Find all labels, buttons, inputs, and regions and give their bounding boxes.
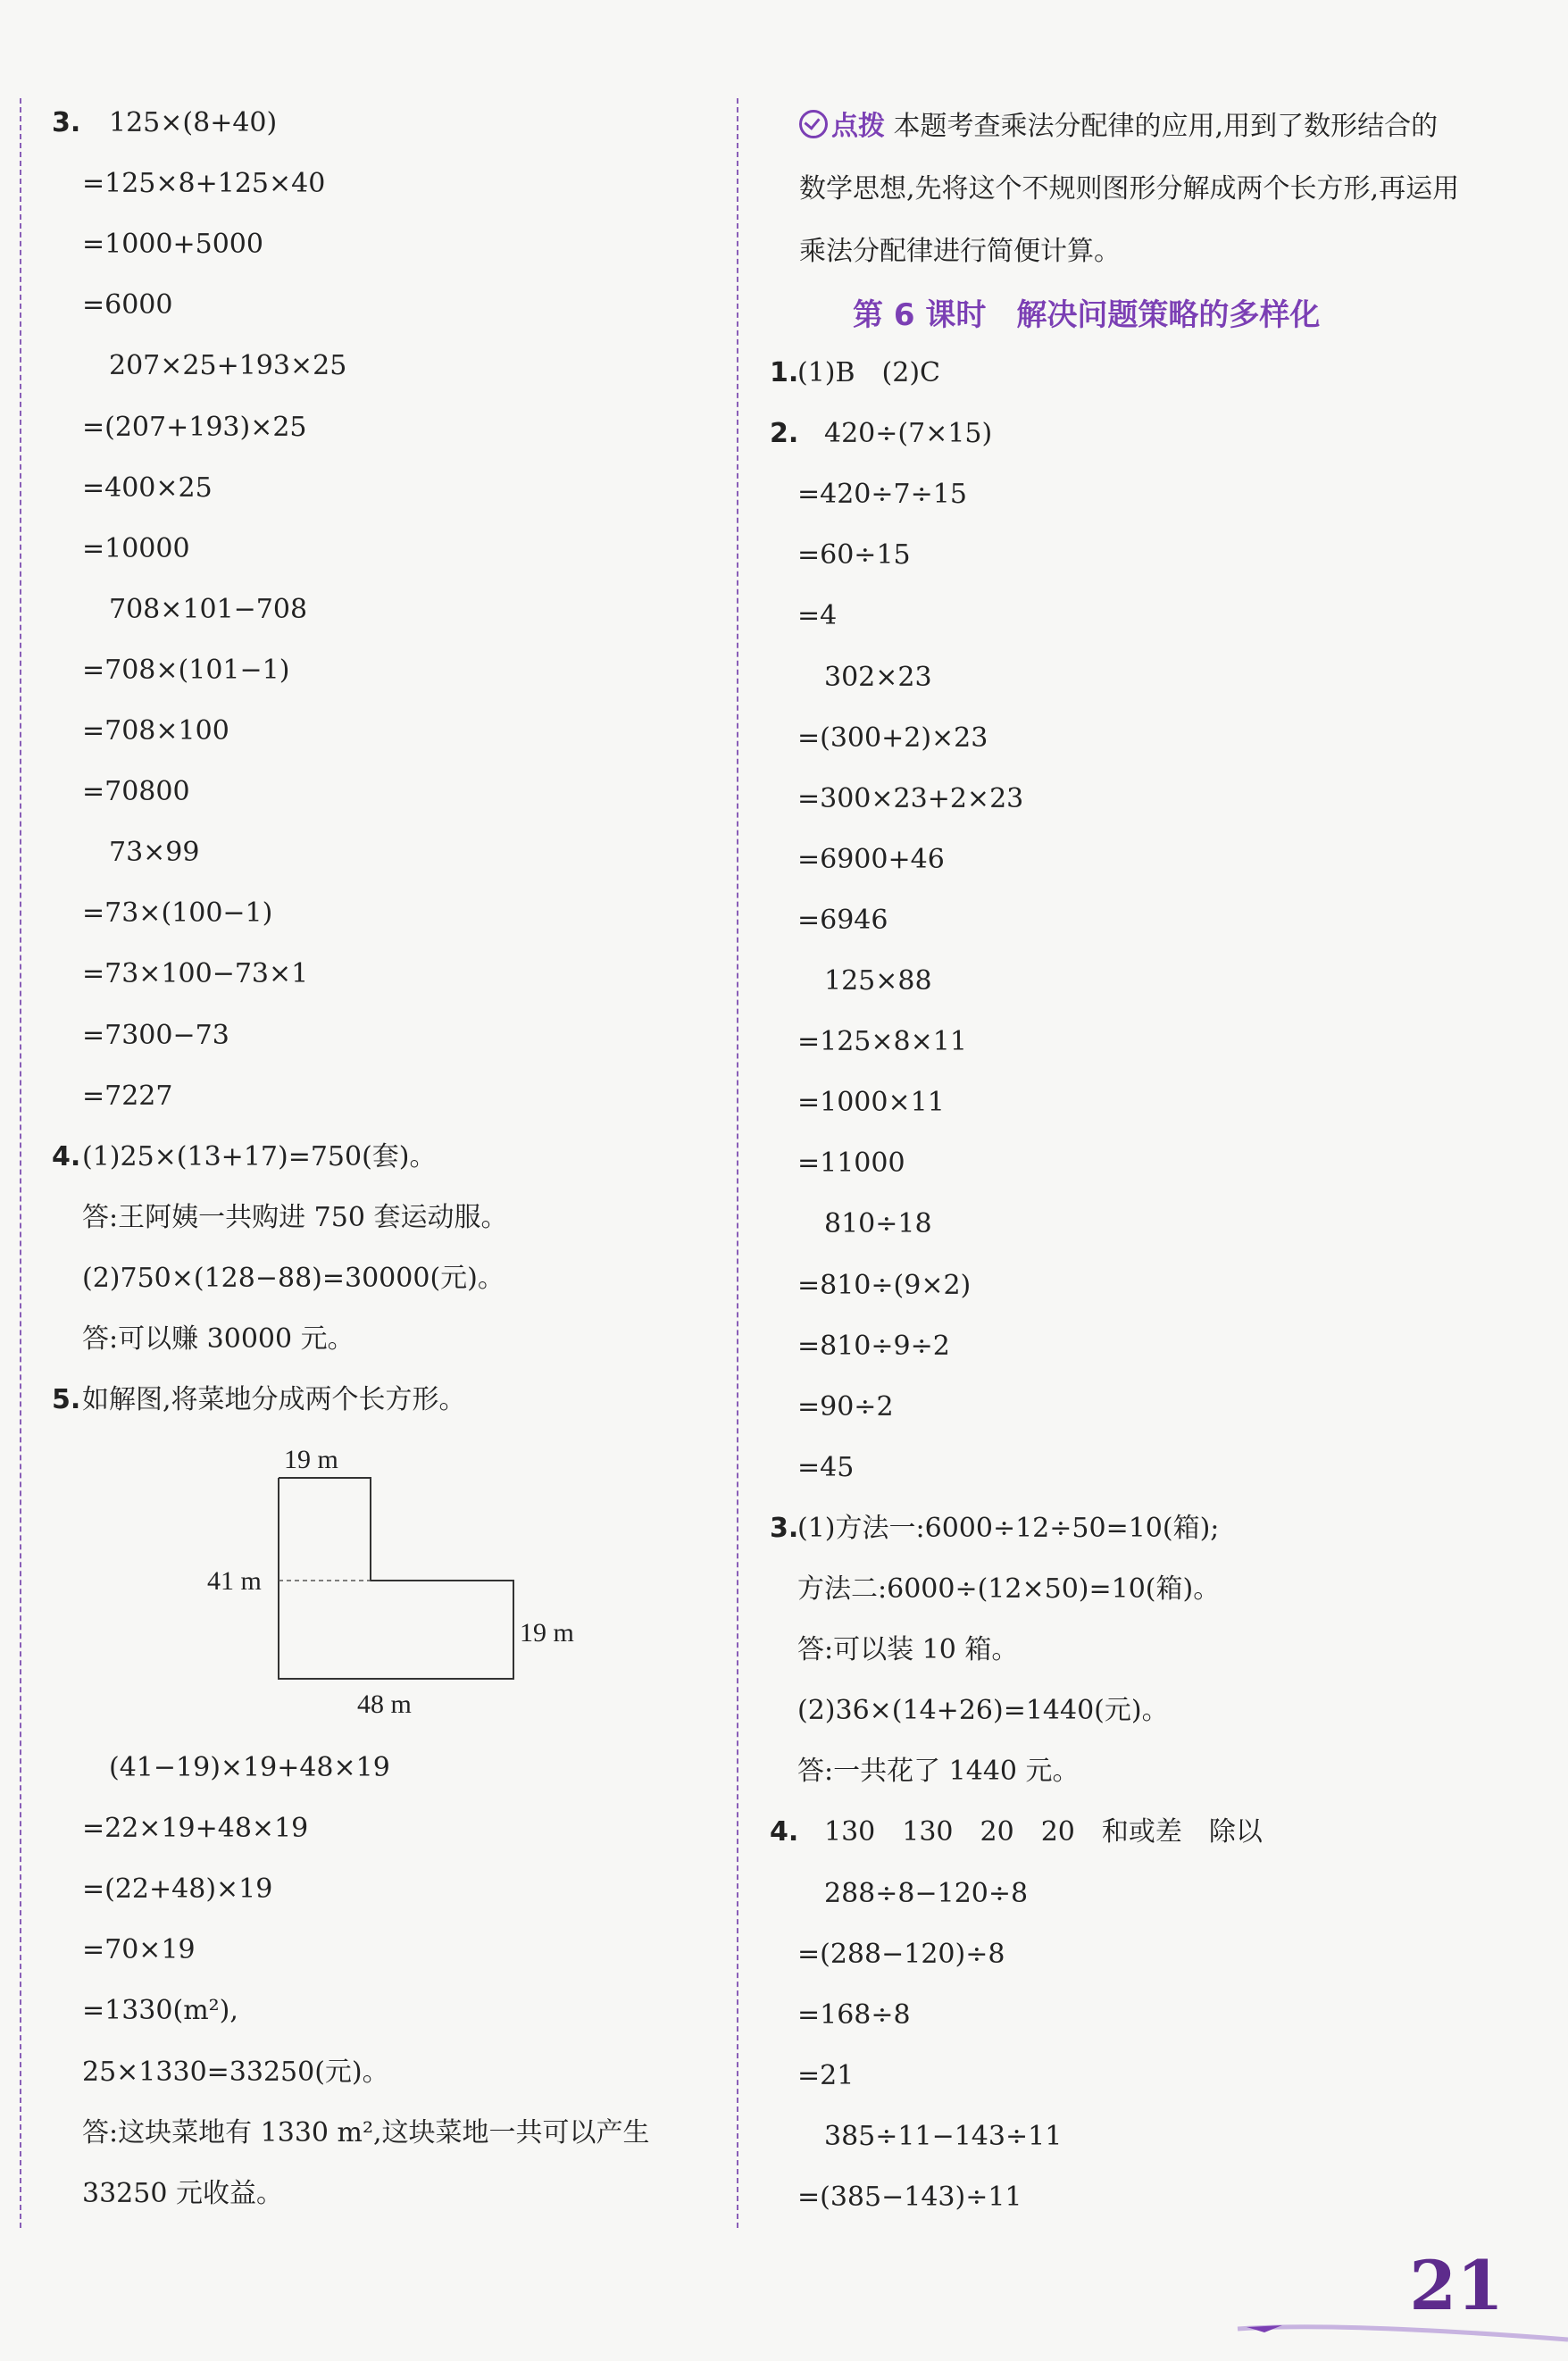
answer-line: =60÷15 [797, 539, 911, 571]
answer-line: (2)36×(14+26)=1440(元)。 [797, 1695, 1169, 1727]
answer-line: =90÷2 [797, 1390, 894, 1422]
vegetable-plot-figure [196, 1447, 607, 1732]
tip-icon [799, 110, 828, 138]
answer-line: =(288−120)÷8 [797, 1938, 1005, 1970]
answer-line: =45 [797, 1451, 855, 1483]
tip-text: 本题考查乘法分配律的应用,用到了数形结合的数学思想,先将这个不规则图形分解成两个长方形,再运用乘法分配律进行简便计算。 [799, 111, 1460, 267]
answer-line: =22×19+48×19 [82, 1813, 309, 1845]
answer-line: =125×8+125×40 [82, 168, 326, 200]
section-title: 第 6 课时 解决问题策略的多样化 [853, 297, 1321, 333]
answer-line: =73×(100−1) [82, 897, 273, 930]
top-dimension-label: 19 m [284, 1447, 338, 1474]
answer-line: 答:一共花了 1440 元。 [797, 1756, 1080, 1788]
answer-line: =420÷7÷15 [797, 479, 967, 511]
column-divider-dashed-line [737, 98, 738, 2228]
answer-line: =70800 [82, 776, 190, 808]
answer-line: =810÷(9×2) [797, 1269, 972, 1301]
answer-line: =1000×11 [797, 1087, 945, 1119]
answer-line: 答:可以装 10 箱。 [797, 1634, 1019, 1666]
answer-line: 答:可以赚 30000 元。 [82, 1323, 354, 1355]
answer-line: =21 [797, 2059, 855, 2091]
right-dimension-label: 19 m [520, 1618, 574, 1648]
bottom-dimension-label: 48 m [357, 1689, 412, 1719]
answer-line: =400×25 [82, 471, 213, 504]
answer-line: =10000 [82, 532, 190, 564]
question-number: 4. [770, 1816, 799, 1848]
answer-line: 810÷18 [824, 1208, 932, 1240]
answer-line: =7227 [82, 1080, 173, 1112]
question-number: 3. [770, 1512, 799, 1544]
plot-outline [279, 1478, 513, 1679]
answer-line: =708×100 [82, 715, 229, 747]
answer-line: (1)B (2)C [797, 357, 940, 388]
answer-line: 302×23 [824, 661, 932, 693]
answer-line: =(207+193)×25 [82, 411, 307, 443]
question-number: 2. [770, 418, 799, 450]
answer-line: =(22+48)×19 [82, 1873, 273, 1906]
answer-line: =73×100−73×1 [82, 958, 309, 990]
answer-line: =6000 [82, 289, 173, 321]
answer-line: (2)750×(128−88)=30000(元)。 [82, 1262, 505, 1294]
answer-line: =168÷8 [797, 1998, 911, 2031]
answer-line: =1000+5000 [82, 229, 263, 261]
page-number: 21 [1409, 2246, 1504, 2325]
left-margin-dashed-line [20, 98, 21, 2228]
question-number: 4. [52, 1140, 81, 1172]
tip-box [799, 96, 1460, 283]
answer-line: =810÷9÷2 [797, 1330, 950, 1362]
answer-line: =4 [797, 600, 838, 632]
tip-badge: 点拨 [799, 111, 885, 142]
answer-line: 125×88 [824, 965, 932, 997]
answer-line: 答:王阿姨一共购进 750 套运动服。 [82, 1201, 508, 1233]
answer-line: =125×8×11 [797, 1026, 967, 1058]
answer-line: 288÷8−120÷8 [824, 1877, 1029, 1909]
answer-line: =11000 [797, 1147, 905, 1180]
answer-line: 如解图,将菜地分成两个长方形。 [82, 1384, 466, 1416]
answer-line: =7300−73 [82, 1019, 229, 1051]
question-number: 5. [52, 1384, 81, 1416]
answer-line: (1)方法一:6000÷12÷50=10(箱); [797, 1512, 1220, 1544]
answer-line: 33250 元收益。 [82, 2177, 283, 2209]
page-swoosh-decoration [1229, 2309, 1568, 2345]
answer-line: 73×99 [109, 837, 200, 869]
answer-line: =708×(101−1) [82, 654, 290, 686]
answer-line: (41−19)×19+48×19 [109, 1752, 390, 1783]
answer-line: 25×1330=33250(元)。 [82, 2056, 389, 2088]
answer-line: 420÷(7×15) [824, 418, 993, 450]
answer-line: =6900+46 [797, 843, 945, 875]
left-dimension-label: 41 m [207, 1566, 262, 1596]
answer-line: 方法二:6000÷(12×50)=10(箱)。 [797, 1573, 1221, 1605]
answer-line: 708×101−708 [109, 593, 308, 625]
answer-line: =70×19 [82, 1934, 196, 1966]
answer-line: (1)25×(13+17)=750(套)。 [82, 1140, 437, 1172]
answer-line: =(300+2)×23 [797, 722, 988, 754]
answer-line: =(385−143)÷11 [797, 2182, 1022, 2213]
answer-line: =1330(m²), [82, 1995, 238, 2027]
answer-line: 答:这块菜地有 1330 m²,这块菜地一共可以产生 [82, 2116, 650, 2148]
answer-line: =300×23+2×23 [797, 782, 1024, 814]
answer-line: 130 130 20 20 和或差 除以 [824, 1816, 1263, 1848]
question-number: 3. [52, 107, 81, 138]
answer-line: 125×(8+40) [109, 107, 278, 138]
answer-line: 385÷11−143÷11 [824, 2120, 1063, 2152]
answer-line: =6946 [797, 904, 888, 936]
answer-line: 207×25+193×25 [109, 350, 347, 382]
question-number: 1. [770, 357, 799, 388]
